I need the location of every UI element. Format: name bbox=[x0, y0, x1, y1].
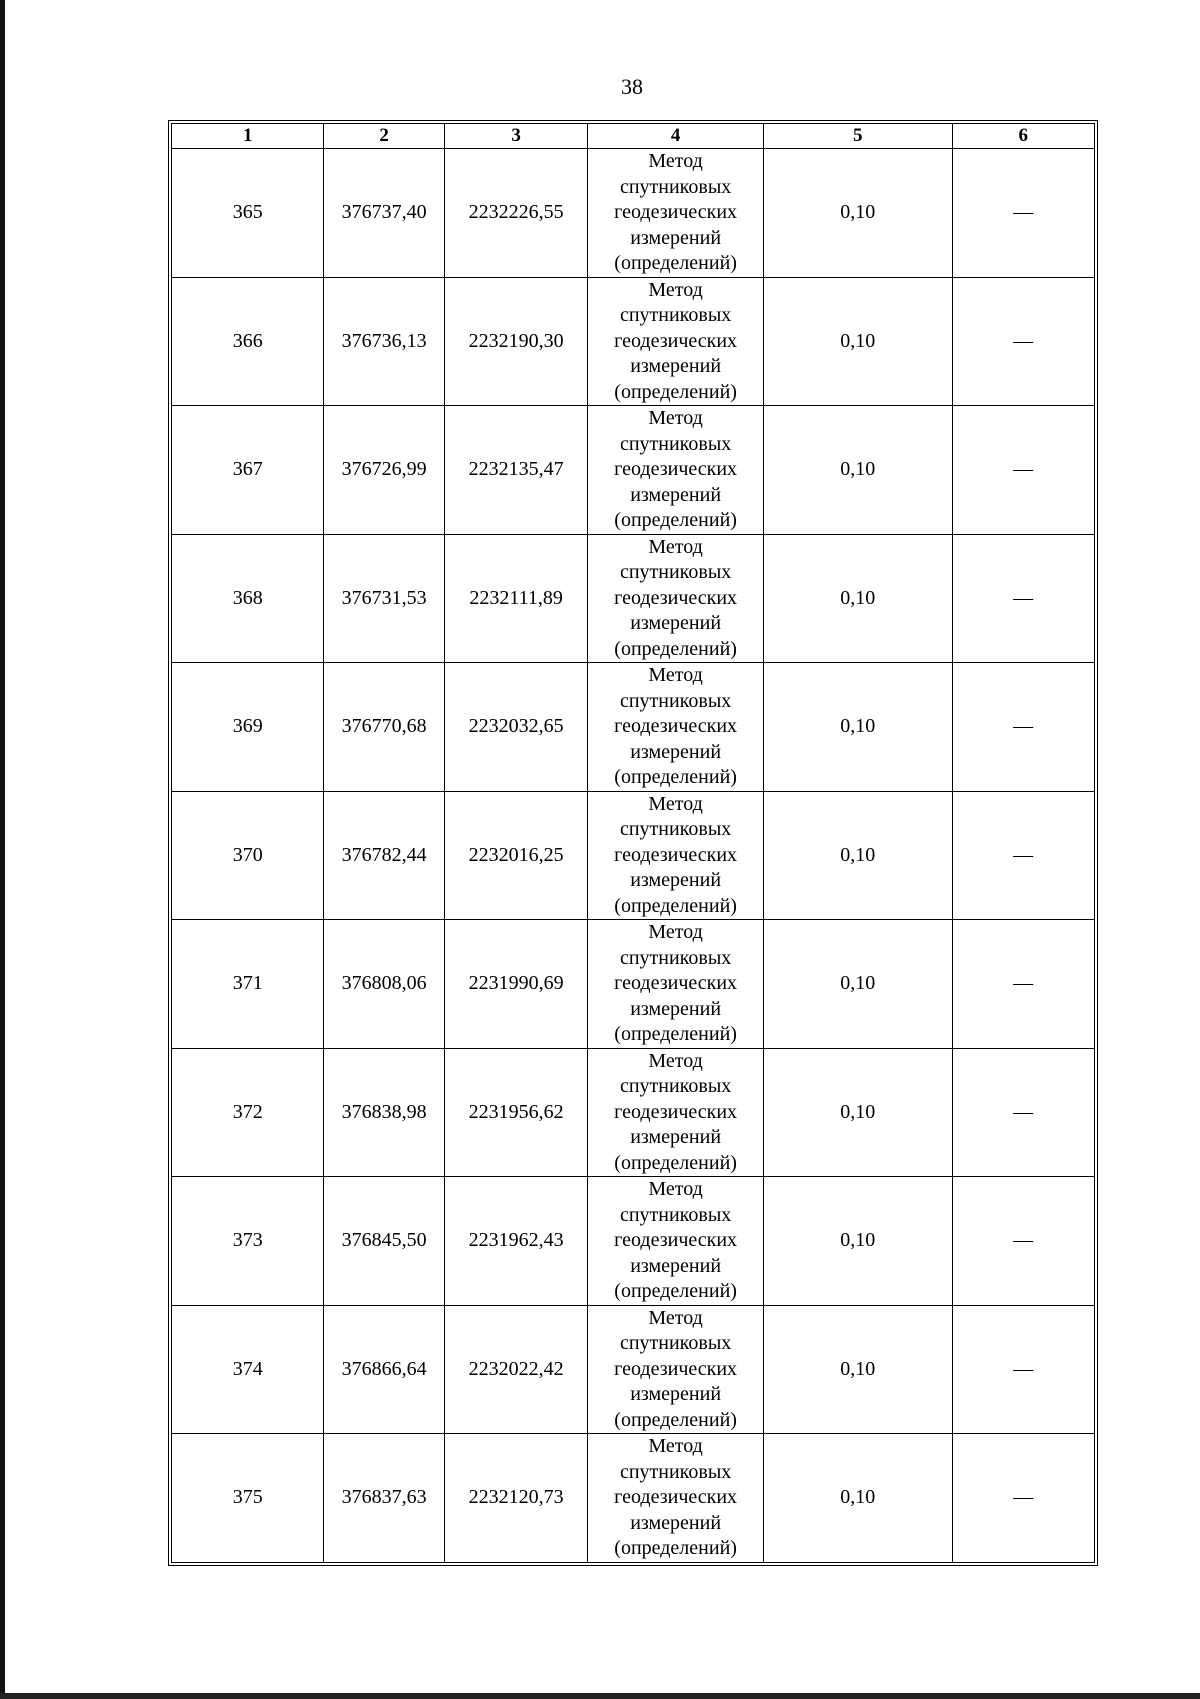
accuracy-cell: 0,10 bbox=[763, 277, 952, 406]
method-line: (определений) bbox=[614, 766, 737, 788]
coordinate-x-cell: 376782,44 bbox=[324, 791, 444, 920]
table-row bbox=[172, 534, 1095, 663]
method-line: геодезических bbox=[614, 843, 738, 866]
method-cell bbox=[588, 1434, 764, 1563]
method-cell bbox=[588, 406, 764, 535]
method-line: (определений) bbox=[614, 1280, 737, 1302]
coordinates-table-frame bbox=[168, 120, 1098, 1566]
note-cell: — bbox=[952, 149, 1095, 278]
accuracy-cell: 0,10 bbox=[763, 791, 952, 920]
note-cell: — bbox=[952, 791, 1095, 920]
coordinate-y-cell: 2232120,73 bbox=[444, 1434, 587, 1563]
coordinate-x-cell: 376808,06 bbox=[324, 920, 444, 1049]
method-line: спутниковых bbox=[619, 1460, 732, 1483]
table-row bbox=[172, 406, 1095, 535]
method-line: спутниковых bbox=[619, 1332, 732, 1354]
note-cell: — bbox=[952, 663, 1095, 792]
method-line: геодезических bbox=[614, 1100, 738, 1123]
accuracy-cell: 0,10 bbox=[763, 534, 952, 663]
method-line: измерений bbox=[630, 483, 722, 506]
method-line: геодезических bbox=[614, 1357, 738, 1380]
accuracy-cell: 0,10 bbox=[763, 149, 952, 278]
method-cell bbox=[588, 1305, 764, 1434]
table-row bbox=[172, 663, 1095, 792]
accuracy-cell: 0,10 bbox=[763, 1177, 952, 1306]
accuracy-cell: 0,10 bbox=[763, 1434, 952, 1563]
method-line: геодезических bbox=[614, 1229, 738, 1251]
table-body bbox=[172, 149, 1095, 1563]
note-cell: — bbox=[952, 406, 1095, 535]
table-row bbox=[172, 1305, 1095, 1434]
header-col-3: 3 bbox=[444, 124, 587, 149]
coordinate-y-cell: 2231962,43 bbox=[444, 1177, 587, 1306]
method-line: геодезических bbox=[614, 329, 738, 352]
table-row bbox=[172, 149, 1095, 278]
method-cell bbox=[588, 920, 764, 1049]
point-number-cell: 373 bbox=[172, 1177, 324, 1306]
method-line: измерений bbox=[630, 226, 722, 249]
table-header-row bbox=[172, 124, 1095, 149]
method-cell bbox=[588, 1048, 764, 1177]
method-line: (определений) bbox=[614, 1023, 737, 1045]
method-cell bbox=[588, 1177, 764, 1306]
point-number-cell: 374 bbox=[172, 1305, 324, 1434]
note-cell: — bbox=[952, 920, 1095, 1049]
coordinate-y-cell: 2232111,89 bbox=[444, 534, 587, 663]
coordinate-x-cell: 376770,68 bbox=[324, 663, 444, 792]
header-col-5: 5 bbox=[763, 124, 952, 149]
point-number-cell: 372 bbox=[172, 1048, 324, 1177]
table-row bbox=[172, 1177, 1095, 1306]
point-number-cell: 369 bbox=[172, 663, 324, 792]
method-line: геодезических bbox=[614, 458, 738, 480]
method-line: (определений) bbox=[614, 380, 737, 403]
method-line: спутниковых bbox=[619, 946, 732, 969]
method-line: измерений bbox=[630, 1383, 722, 1405]
method-cell bbox=[588, 534, 764, 663]
accuracy-cell: 0,10 bbox=[763, 1048, 952, 1177]
method-line: Метод bbox=[648, 921, 703, 943]
method-line: спутниковых bbox=[619, 689, 732, 712]
method-line: Метод bbox=[648, 1306, 703, 1329]
coordinate-y-cell: 2232135,47 bbox=[444, 406, 587, 535]
header-col-6: 6 bbox=[952, 124, 1095, 149]
method-line: спутниковых bbox=[619, 818, 732, 840]
note-cell: — bbox=[952, 1305, 1095, 1434]
method-line: спутниковых bbox=[619, 432, 732, 455]
method-line: геодезических bbox=[614, 1486, 738, 1508]
method-line: Метод bbox=[648, 1435, 703, 1457]
method-line: (определений) bbox=[614, 894, 737, 917]
header-col-1: 1 bbox=[172, 124, 324, 149]
table-row bbox=[172, 277, 1095, 406]
method-line: (определений) bbox=[614, 1537, 737, 1559]
accuracy-cell: 0,10 bbox=[763, 1305, 952, 1434]
method-line: Метод bbox=[648, 792, 703, 815]
method-line: (определений) bbox=[614, 252, 737, 274]
point-number-cell: 365 bbox=[172, 149, 324, 278]
accuracy-cell: 0,10 bbox=[763, 920, 952, 1049]
method-line: измерений bbox=[630, 1126, 722, 1148]
accuracy-cell: 0,10 bbox=[763, 406, 952, 535]
method-line: Метод bbox=[648, 150, 703, 172]
note-cell: — bbox=[952, 534, 1095, 663]
method-line: спутниковых bbox=[619, 175, 732, 198]
scan-edge-left bbox=[0, 0, 5, 1699]
method-line: измерений bbox=[630, 1254, 722, 1277]
coordinates-table bbox=[171, 123, 1095, 1563]
method-cell bbox=[588, 791, 764, 920]
method-line: Метод bbox=[648, 535, 703, 558]
table-row bbox=[172, 1048, 1095, 1177]
method-line: измерений bbox=[630, 355, 722, 377]
coordinate-x-cell: 376845,50 bbox=[324, 1177, 444, 1306]
method-line: спутниковых bbox=[619, 304, 732, 326]
method-line: (определений) bbox=[614, 509, 737, 531]
method-line: измерений bbox=[630, 612, 722, 634]
method-cell bbox=[588, 663, 764, 792]
note-cell: — bbox=[952, 277, 1095, 406]
scan-edge-bottom bbox=[0, 1693, 1200, 1699]
coordinate-y-cell: 2231990,69 bbox=[444, 920, 587, 1049]
method-line: Метод bbox=[648, 278, 703, 301]
point-number-cell: 375 bbox=[172, 1434, 324, 1563]
method-line: (определений) bbox=[614, 637, 737, 660]
coordinate-y-cell: 2231956,62 bbox=[444, 1048, 587, 1177]
coordinate-x-cell: 376837,63 bbox=[324, 1434, 444, 1563]
point-number-cell: 366 bbox=[172, 277, 324, 406]
note-cell: — bbox=[952, 1048, 1095, 1177]
table-row bbox=[172, 920, 1095, 1049]
coordinate-x-cell: 376737,40 bbox=[324, 149, 444, 278]
method-line: (определений) bbox=[614, 1408, 737, 1431]
coordinate-y-cell: 2232022,42 bbox=[444, 1305, 587, 1434]
method-line: измерений bbox=[630, 997, 722, 1020]
accuracy-cell: 0,10 bbox=[763, 663, 952, 792]
method-line: измерений bbox=[630, 1511, 722, 1534]
coordinate-x-cell: 376866,64 bbox=[324, 1305, 444, 1434]
method-line: спутниковых bbox=[619, 1075, 732, 1097]
point-number-cell: 370 bbox=[172, 791, 324, 920]
method-line: геодезических bbox=[614, 715, 738, 737]
point-number-cell: 368 bbox=[172, 534, 324, 663]
coordinate-x-cell: 376838,98 bbox=[324, 1048, 444, 1177]
note-cell: — bbox=[952, 1177, 1095, 1306]
coordinate-x-cell: 376736,13 bbox=[324, 277, 444, 406]
method-cell bbox=[588, 149, 764, 278]
method-cell bbox=[588, 277, 764, 406]
method-line: (определений) bbox=[614, 1151, 737, 1174]
method-line: геодезических bbox=[614, 972, 738, 994]
method-line: измерений bbox=[630, 869, 722, 891]
coordinate-y-cell: 2232226,55 bbox=[444, 149, 587, 278]
table-row bbox=[172, 1434, 1095, 1563]
method-line: Метод bbox=[648, 407, 703, 429]
method-line: Метод bbox=[648, 1049, 703, 1072]
coordinate-x-cell: 376726,99 bbox=[324, 406, 444, 535]
method-line: спутниковых bbox=[619, 561, 732, 583]
coordinate-x-cell: 376731,53 bbox=[324, 534, 444, 663]
coordinate-y-cell: 2232032,65 bbox=[444, 663, 587, 792]
header-col-2: 2 bbox=[324, 124, 444, 149]
point-number-cell: 367 bbox=[172, 406, 324, 535]
method-line: геодезических bbox=[614, 201, 738, 223]
table-row bbox=[172, 791, 1095, 920]
method-line: геодезических bbox=[614, 586, 738, 609]
point-number-cell: 371 bbox=[172, 920, 324, 1049]
method-line: спутниковых bbox=[619, 1203, 732, 1226]
coordinate-y-cell: 2232190,30 bbox=[444, 277, 587, 406]
note-cell: — bbox=[952, 1434, 1095, 1563]
method-line: Метод bbox=[648, 1178, 703, 1200]
coordinate-y-cell: 2232016,25 bbox=[444, 791, 587, 920]
method-line: Метод bbox=[648, 664, 703, 686]
page-number: 38 bbox=[621, 74, 643, 99]
header-col-4: 4 bbox=[588, 124, 764, 149]
method-line: измерений bbox=[630, 740, 722, 763]
